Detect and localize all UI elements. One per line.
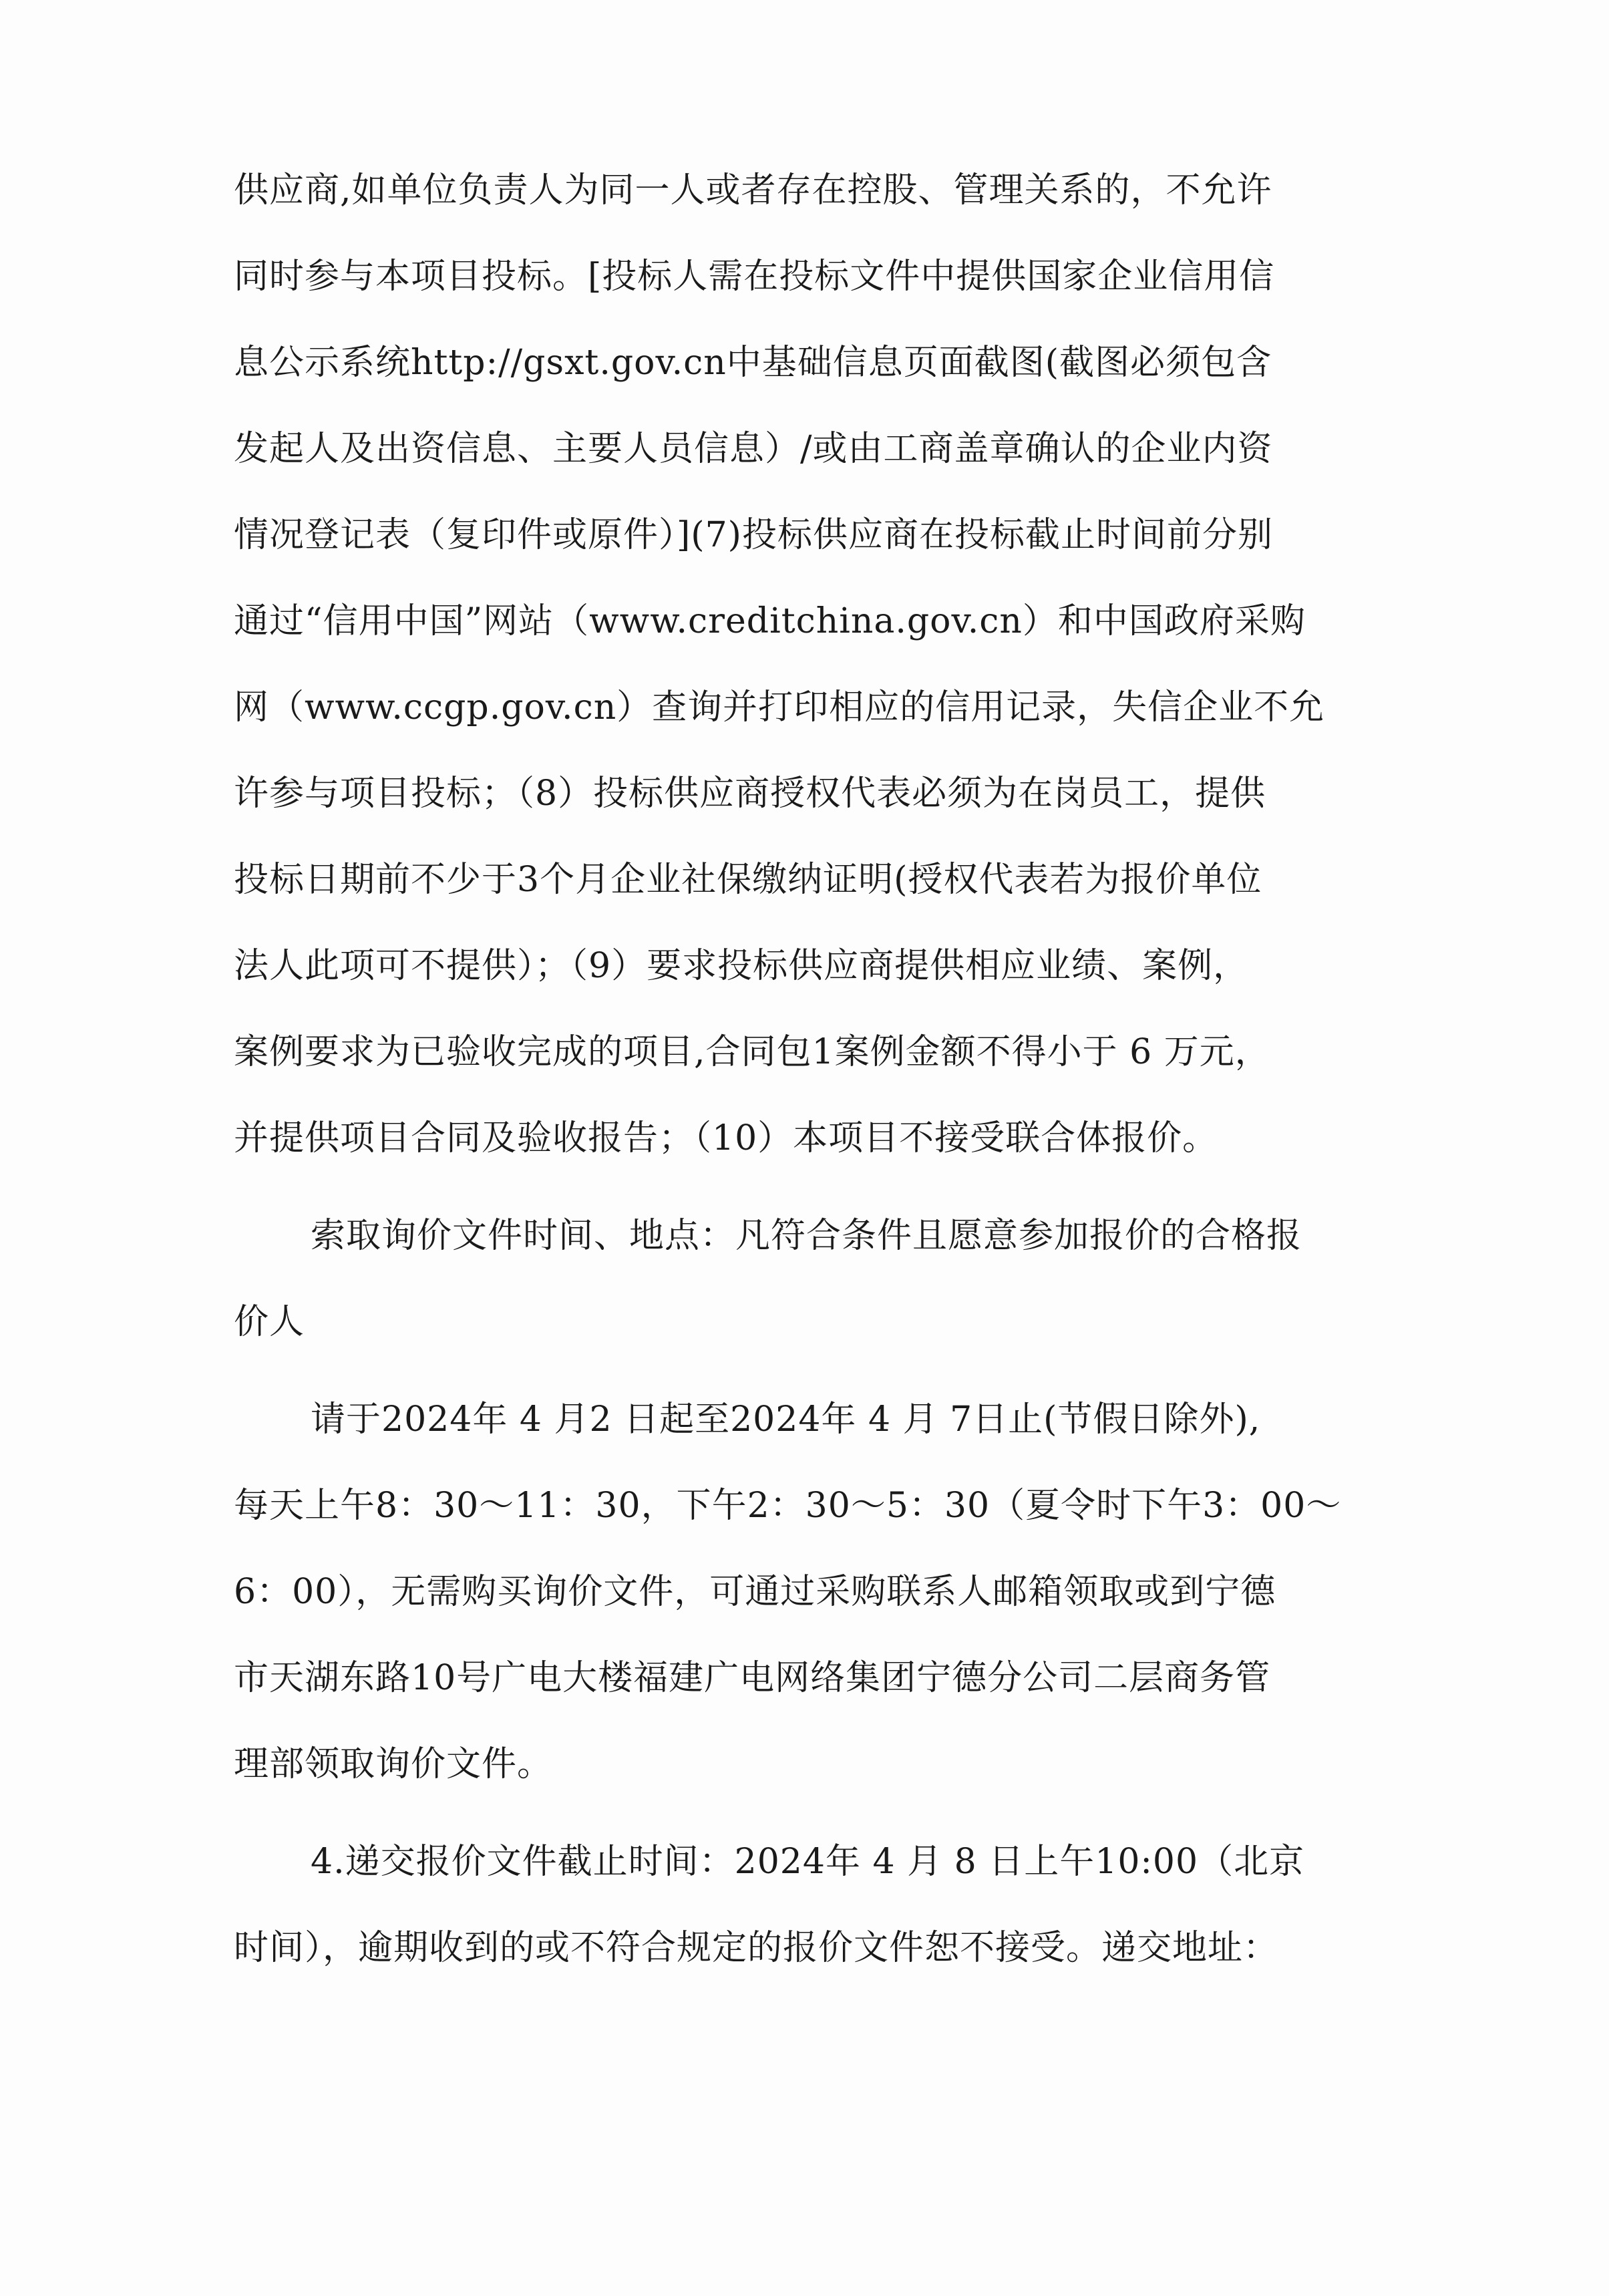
text-line: 法人此项可不提供）；（9）要求投标供应商提供相应业绩、案例，	[234, 946, 1249, 986]
text-line: 6：00），无需购买询价文件，可通过采购联系人邮箱领取或到宁德	[234, 1572, 1276, 1612]
text-line: 通过“信用中国”网站（www.creditchina.gov.cn）和中国政府采购	[234, 601, 1306, 641]
text-line: 时间），逾期收到的或不符合规定的报价文件恕不接受。递交地址：	[234, 1928, 1279, 1968]
text-line: 4.递交报价文件截止时间：2024年 4 月 8 日上午10:00（北京	[311, 1842, 1305, 1882]
text-line: 索取询价文件时间、地点：凡符合条件且愿意参加报价的合格报	[311, 1216, 1302, 1256]
text-line: 并提供项目合同及验收报告；（10）本项目不接受联合体报价。	[234, 1118, 1218, 1158]
text-line: 案例要求为已验收完成的项目,合同包1案例金额不得小于 6 万元，	[234, 1032, 1270, 1072]
text-line: 市天湖东路10号广电大楼福建广电网络集团宁德分公司二层商务管	[234, 1658, 1271, 1698]
text-line: 供应商,如单位负责人为同一人或者存在控股、管理关系的，不允许	[234, 170, 1272, 210]
text-line: 投标日期前不少于3个月企业社保缴纳证明(授权代表若为报价单位	[234, 860, 1262, 900]
text-line: 同时参与本项目投标。[投标人需在投标文件中提供国家企业信用信	[234, 257, 1275, 297]
text-line: 许参与项目投标；（8）投标供应商授权代表必须为在岗员工，提供	[234, 774, 1266, 814]
text-line: 价人	[234, 1302, 305, 1342]
text-line: 理部领取询价文件。	[234, 1744, 553, 1784]
text-line: 发起人及出资信息、主要人员信息）/或由工商盖章确认的企业内资	[234, 429, 1273, 469]
text-line: 息公示系统http://gsxt.gov.cn中基础信息页面截图(截图必须包含	[234, 343, 1272, 383]
text-line: 每天上午8：30～11：30，下午2：30～5：30（夏令时下午3：00～	[234, 1486, 1342, 1526]
text-line: 网（www.ccgp.gov.cn）查询并打印相应的信用记录，失信企业不允	[234, 687, 1325, 727]
text-line: 情况登记表（复印件或原件）](7)投标供应商在投标截止时间前分别	[234, 515, 1273, 555]
text-line: 请于2024年 4 月2 日起至2024年 4 月 7日止(节假日除外),	[311, 1400, 1261, 1440]
